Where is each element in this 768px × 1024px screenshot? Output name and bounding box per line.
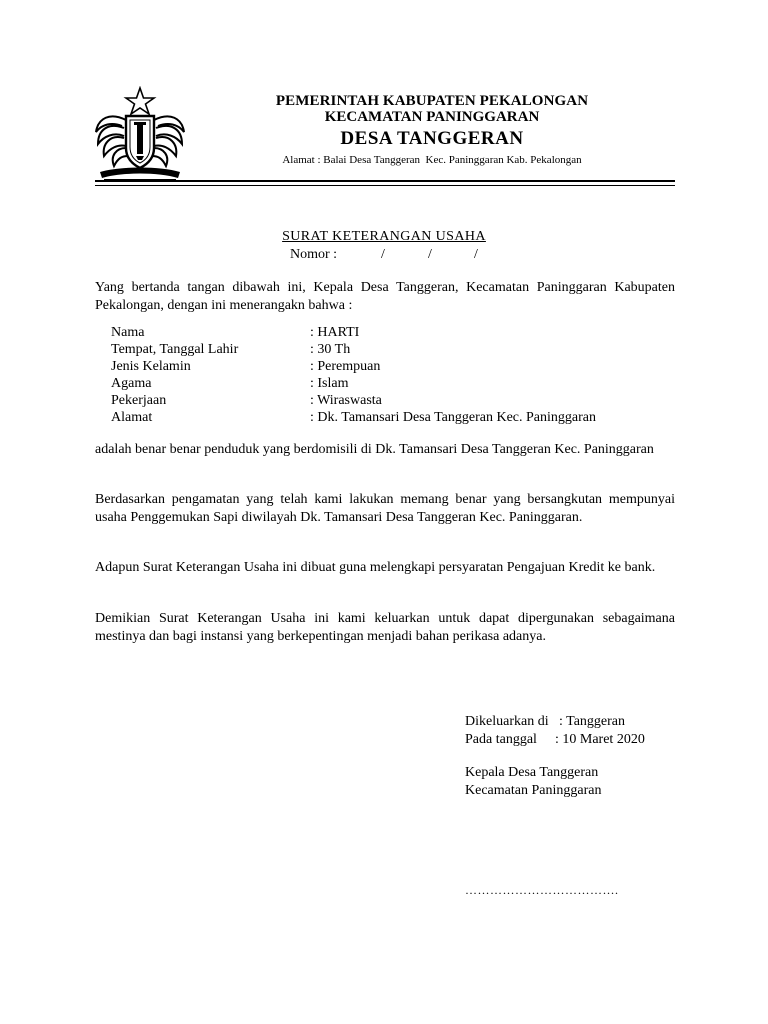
letterhead-rule-thin bbox=[95, 185, 675, 186]
nomor-slash: / bbox=[428, 247, 432, 262]
signature-line: ………………………………. bbox=[465, 883, 619, 897]
residency-paragraph: adalah benar benar penduduk yang berdomisili di Dk. Tamansari Desa Tanggeran Kec. Paninggaran bbox=[95, 442, 654, 457]
field-label: Pekerjaan bbox=[111, 393, 167, 408]
regency-emblem-logo bbox=[92, 86, 188, 184]
signatory-district: Kecamatan Paninggaran bbox=[465, 783, 602, 798]
letterhead bbox=[232, 93, 632, 167]
issued-label: Dikeluarkan di bbox=[465, 714, 549, 729]
letterhead-rule-thick bbox=[95, 180, 675, 182]
closing-paragraph: Demikian Surat Keterangan Usaha ini kami keluarkan untuk dapat dipergunakan sebagaimana mestinya dan bagi instansi yang berkepentingan menjadi bahan perikasa adanya. bbox=[95, 611, 675, 644]
date-value: : 10 Maret 2020 bbox=[555, 732, 645, 747]
identity-row bbox=[111, 409, 671, 426]
letterhead-address: Alamat : Balai Desa Tanggeran Kec. Paninggaran Kab. Pekalongan bbox=[282, 154, 582, 166]
field-value: : 30 Th bbox=[310, 342, 351, 357]
field-label: Alamat bbox=[111, 410, 153, 425]
intro-paragraph: Yang bertanda tangan dibawah ini, Kepala Desa Tanggeran, Kecamatan Paninggaran Kabupaten Pekalongan, dengan ini menerangakn bahwa : bbox=[95, 280, 675, 313]
field-label: Jenis Kelamin bbox=[111, 359, 191, 374]
identity-row bbox=[111, 324, 671, 341]
field-value: : Wiraswasta bbox=[310, 393, 382, 408]
document-number bbox=[290, 246, 478, 264]
field-value: : HARTI bbox=[310, 325, 360, 340]
letterhead-village: DESA TANGGERAN bbox=[340, 128, 524, 149]
document-title: SURAT KETERANGAN USAHA bbox=[282, 229, 486, 244]
identity-row bbox=[111, 358, 671, 375]
field-label: Nama bbox=[111, 325, 145, 340]
issued-value: : Tanggeran bbox=[559, 714, 626, 729]
identity-table bbox=[111, 324, 671, 426]
letterhead-district: KECAMATAN PANINGGARAN bbox=[324, 109, 540, 125]
nomor-label: Nomor : bbox=[290, 247, 338, 262]
nomor-slash: / bbox=[381, 247, 385, 262]
field-value: : Islam bbox=[310, 376, 349, 391]
identity-row bbox=[111, 375, 671, 392]
nomor-slash: / bbox=[474, 247, 478, 262]
field-value: : Perempuan bbox=[310, 359, 381, 374]
issued-at bbox=[465, 713, 626, 731]
field-label: Tempat, Tanggal Lahir bbox=[111, 342, 239, 357]
letterhead-government: PEMERINTAH KABUPATEN PEKALONGAN bbox=[275, 93, 589, 109]
identity-row bbox=[111, 341, 671, 358]
identity-row bbox=[111, 392, 671, 409]
field-label: Agama bbox=[111, 376, 152, 391]
purpose-paragraph: Adapun Surat Keterangan Usaha ini dibuat guna melengkapi persyaratan Pengajuan Kredit ke bank. bbox=[95, 560, 656, 575]
signatory-title: Kepala Desa Tanggeran bbox=[465, 765, 599, 780]
issued-date bbox=[465, 731, 645, 749]
date-label: Pada tanggal bbox=[465, 732, 537, 747]
field-value: : Dk. Tamansari Desa Tanggeran Kec. Paninggaran bbox=[310, 410, 596, 425]
observation-paragraph: Berdasarkan pengamatan yang telah kami lakukan memang benar yang bersangkutan mempunyai usaha Penggemukan Sapi diwilayah Dk. Tamansari Desa Tanggeran Kec. Paninggaran. bbox=[95, 492, 675, 525]
